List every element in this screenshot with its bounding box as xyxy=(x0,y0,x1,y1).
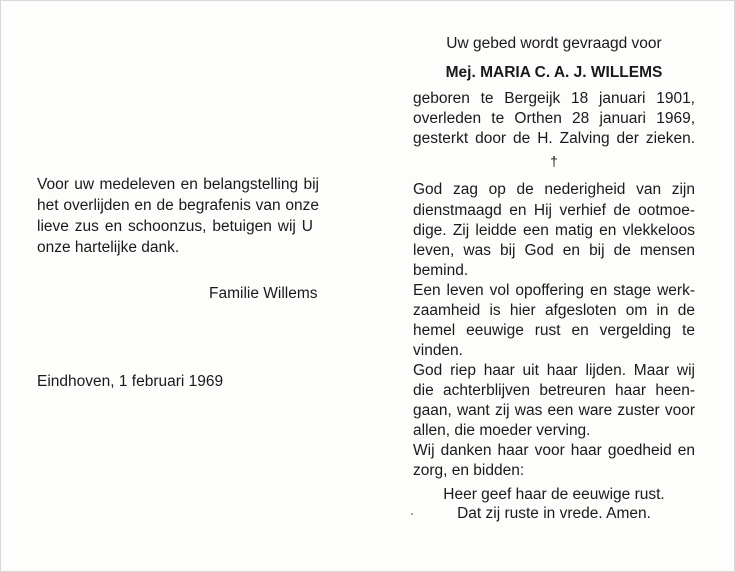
body-line: God zag op de nederigheid van zijn xyxy=(413,181,695,198)
body-line: gaan, want zij was een ware zuster voor xyxy=(413,402,695,419)
body-line: dige. Zij leidde een matig en vlekkeloos xyxy=(413,222,695,239)
prayer-request-header: Uw gebed wordt gevraagd voor xyxy=(446,35,662,52)
body-line: zorg, en bidden: xyxy=(413,462,525,479)
body-line: Een leven vol opoffering en stage werk- xyxy=(413,282,695,299)
deceased-name: Mej. MARIA C. A. J. WILLEMS xyxy=(445,64,663,81)
detail-line: geboren te Bergeijk 18 januari 1901, xyxy=(413,90,695,107)
condolence-line: Voor uw medeleven en belangstelling bij xyxy=(37,176,319,193)
print-speck xyxy=(411,513,413,515)
place-date: Eindhoven, 1 februari 1969 xyxy=(37,373,224,390)
cross-icon: † xyxy=(550,153,558,169)
condolence-line: onze hartelijke dank. xyxy=(37,239,180,256)
body-line: dienstmaagd en Hij verhief de ootmoe- xyxy=(413,202,695,219)
family-signature: Familie Willems xyxy=(209,285,318,302)
body-line: zaamheid is hier afgesloten om in de xyxy=(413,302,695,319)
condolence-line: lieve zus en schoonzus, betuigen wij U xyxy=(37,218,313,235)
body-line: God riep haar uit haar lijden. Maar wij xyxy=(413,362,695,379)
body-line: vinden. xyxy=(413,342,463,359)
detail-line: gesterkt door de H. Zalving der zieken. xyxy=(413,130,695,147)
condolence-line: het overlijden en de begrafenis van onze xyxy=(37,197,319,214)
body-line: bemind. xyxy=(413,262,469,279)
body-line: hemel eeuwige rust en vergelding te xyxy=(413,322,695,339)
detail-line: overleden te Orthen 28 januari 1969, xyxy=(413,110,695,127)
body-line: Wij danken haar voor haar goedheid en xyxy=(413,442,695,459)
prayer-line: Dat zij ruste in vrede. Amen. xyxy=(457,505,651,522)
body-line: leven, was bij God en bij de mensen xyxy=(413,242,695,259)
prayer-line: Heer geef haar de eeuwige rust. xyxy=(443,486,665,503)
body-line: die achterblijven betreuren haar heen- xyxy=(413,382,695,399)
body-line: allen, die moeder verving. xyxy=(413,422,591,439)
